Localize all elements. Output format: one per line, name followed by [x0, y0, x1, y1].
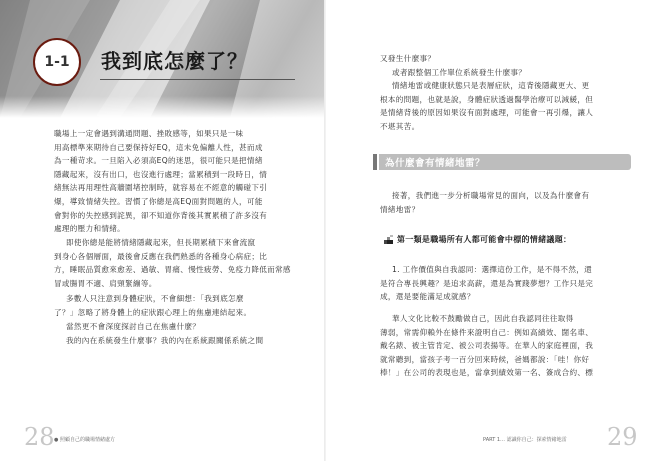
paragraph [54, 292, 310, 319]
subheading: 第一類是職場所有人都可能會中標的情緒議題： [397, 235, 572, 244]
text-line: 華人文化比較不鼓勵做自己，因此自我認同往往取得 [392, 314, 574, 323]
right-page [325, 0, 650, 461]
subheading-bullet-icon [384, 235, 393, 244]
text-line: 情緒地雷？ [380, 204, 420, 214]
paragraph [54, 320, 310, 334]
paragraph [380, 52, 636, 134]
chapter-title: 我到底怎麼了？ [101, 49, 248, 73]
running-footer: PART 1… 認識你自己：探索情緒地雷 [483, 437, 567, 443]
text-line: 冒或腸胃不適、肩頸緊繃等。 [54, 278, 157, 288]
text-line: 了？」忽略了將身體上的症狀跟心理上的焦慮連結起來。 [54, 307, 252, 317]
chapter-number: 1-1 [44, 54, 70, 70]
text-line: 我的內在系統發生什麼事？我的內在系統跟關係系統之間 [66, 336, 264, 345]
banner-fade [0, 96, 325, 118]
section-heading: 為什麼會有情緒地雷？ [385, 158, 486, 169]
text-line: 緒無法再用理性高牆圍堵控制時，就容易在不經意的觸碰下引 [54, 183, 268, 193]
text-line: 薄弱，常需仰賴外在條件來證明自己：例如高績效、闊名車、 [380, 327, 594, 337]
paragraph [380, 189, 636, 216]
paragraph [54, 334, 310, 348]
text-line: 會對你的失控感到詫異，卻不知道你背後其實累積了許多沒有 [54, 210, 268, 220]
text-line: 接著，我們進一步分析職場常見的面向，以及為什麼會有 [392, 191, 590, 200]
running-footer: ● 照顧自己的職場情緒處方 [54, 437, 115, 443]
text-line: 到身心各個層面，最後會反應在我們熟悉的各種身心病症；比 [54, 251, 268, 261]
title-underline [100, 79, 295, 80]
chapter-number-badge [33, 38, 81, 86]
text-line: 或者跟整個工作單位系統發生什麼事？ [392, 67, 527, 77]
page-number: 28 [24, 423, 55, 451]
text-line: 當然更不會深度探討自己在焦慮什麼？ [66, 322, 201, 331]
text-line: 是情緒背後的原因如果沒有面對處理，可能會一再引爆，讓人 [380, 108, 594, 118]
text-line: 即使你總是能將情緒隱藏起來，但長期累積下來會流竄 [66, 238, 256, 247]
text-line: 用高標準來期待自己要保持好EQ，這未免偏離人性，甚而成 [54, 142, 263, 152]
text-line: 爆，導致情緒失控。習慣了你總是高EQ面對問題的人，可能 [54, 196, 263, 206]
text-line: 1. 工作價值與自我認同：選擇這份工作，是不得不然，還 [392, 265, 593, 274]
text-line: 多數人只注意到身體症狀，不會細想：「我到底怎麼 [66, 294, 244, 303]
text-line: 戴名錶、被主管肯定、被公司表揚等。在華人的家庭裡面，我 [380, 341, 594, 351]
text-line: 不堪其苦。 [380, 121, 420, 131]
text-line: 根本的問題，也就是說，身體症狀透過醫學治療可以減緩，但 [380, 94, 594, 104]
text-line: 處理的壓力和情緒。 [54, 224, 126, 234]
paragraph [380, 263, 636, 304]
text-line: 是符合專長興趣？是追求高薪，還是為實踐夢想？工作只是完 [380, 278, 594, 288]
section-heading-marker [373, 154, 377, 170]
text-line: 隱藏起來，沒有出口，也沒進行處理；當累積到一段時日，情 [54, 169, 268, 179]
paragraph [54, 236, 310, 290]
page-number: 29 [607, 423, 638, 451]
text-line: 就常聽到，當孩子考一百分回來時候，爸媽都說：「哇！你好 [380, 354, 590, 364]
text-line: 職場上一定會遇到溝通問題、挫敗感等，如果只是一味 [54, 129, 244, 138]
text-line: 棒！」在公司的表現也是，當拿到績效第一名、簽成合約、標 [380, 368, 594, 378]
text-line: 為一種苛求。一旦陷入必須高EQ的迷思，很可能只是把情緒 [54, 156, 263, 166]
text-line: 情緒地雷或健康狀態只是表層症狀，這背後隱藏更大、更 [392, 81, 590, 91]
text-line: 又發生什麼事？ [380, 54, 436, 63]
paragraph [54, 127, 310, 236]
text-line: 方，睡眠品質愈來愈差、過敏、胃痛、慢性疲勞、免疫力降低而常感 [54, 265, 291, 275]
text-line: 成，還是要能滿足成就感？ [380, 292, 475, 302]
paragraph [380, 312, 636, 380]
